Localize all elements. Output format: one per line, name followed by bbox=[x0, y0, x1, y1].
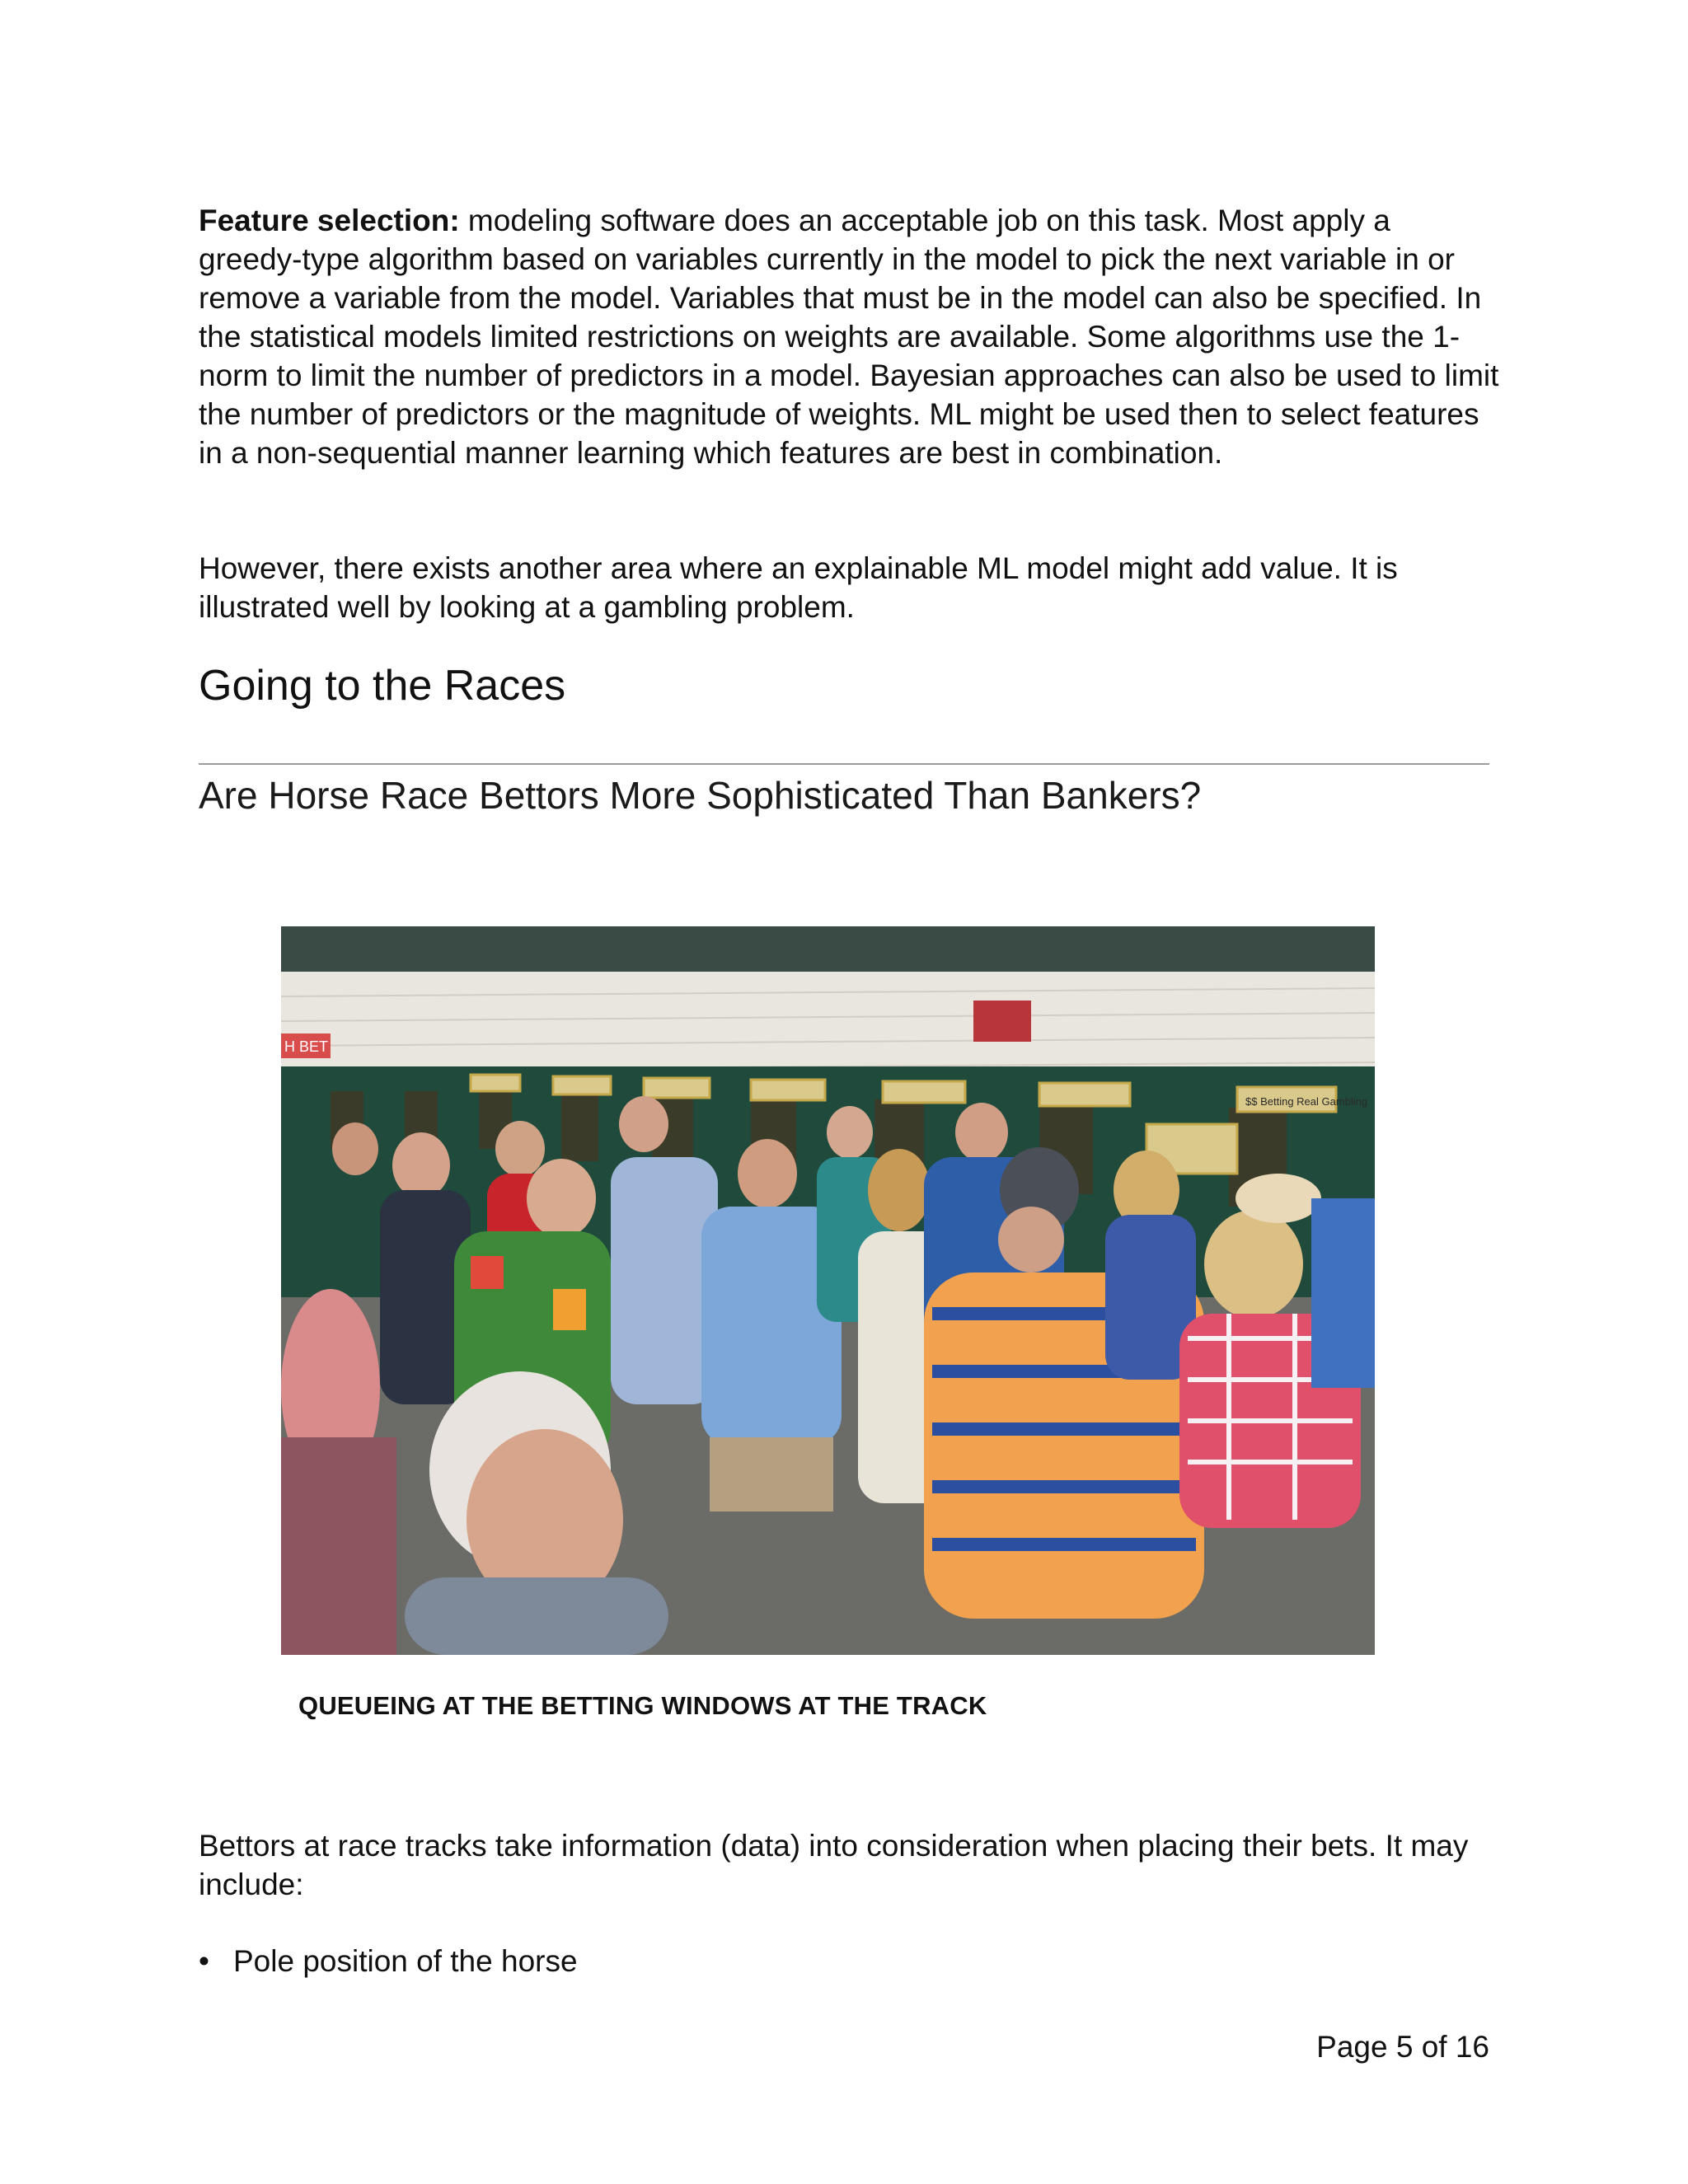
bet-sign: H BET bbox=[284, 1038, 329, 1055]
photo-caption: QUEUEING AT THE BETTING WINDOWS AT THE TRACK bbox=[298, 1691, 987, 1720]
information-list bbox=[199, 1942, 578, 1980]
betting-windows-photo bbox=[281, 926, 1375, 1655]
subtitle: Are Horse Race Bettors More Sophisticated Than Bankers? bbox=[199, 774, 1202, 817]
section-divider bbox=[199, 763, 1489, 765]
bettors-paragraph: Bettors at race tracks take information (data) into consideration when placing their bets. It may include: bbox=[199, 1829, 1469, 1901]
feature-selection-paragraph bbox=[199, 201, 1501, 472]
window-sign: $$ Betting Real Gambling bbox=[1245, 1095, 1368, 1108]
feature-selection-label: Feature selection: bbox=[199, 204, 460, 237]
list-item bbox=[199, 1942, 578, 1980]
intro-paragraph: However, there exists another area where an explainable ML model might add value. It is illustrated well by looking at a gambling problem. bbox=[199, 551, 1398, 624]
page-number: Page 5 of 16 bbox=[1316, 2030, 1489, 2064]
feature-selection-text: modeling software does an acceptable job on this task. Most apply a greedy-type algorithm based on variables currently in the model to pick the next variable in or remove a variable from the model. Variables that must be in the model can also be specified. In the statistical models limited restrictions on weights are available. Some algorithms use the 1-norm to limit the number of predictors in a model. Bayesian approaches can also be used to limit the number of predictors or the magnitude of weights. ML might be used then to select features in a non-sequential manner learning which features are best in combination. bbox=[199, 204, 1499, 470]
section-title: Going to the Races bbox=[199, 662, 566, 710]
bullet-icon: • bbox=[199, 1944, 209, 1978]
list-item-text: Pole position of the horse bbox=[233, 1944, 578, 1978]
